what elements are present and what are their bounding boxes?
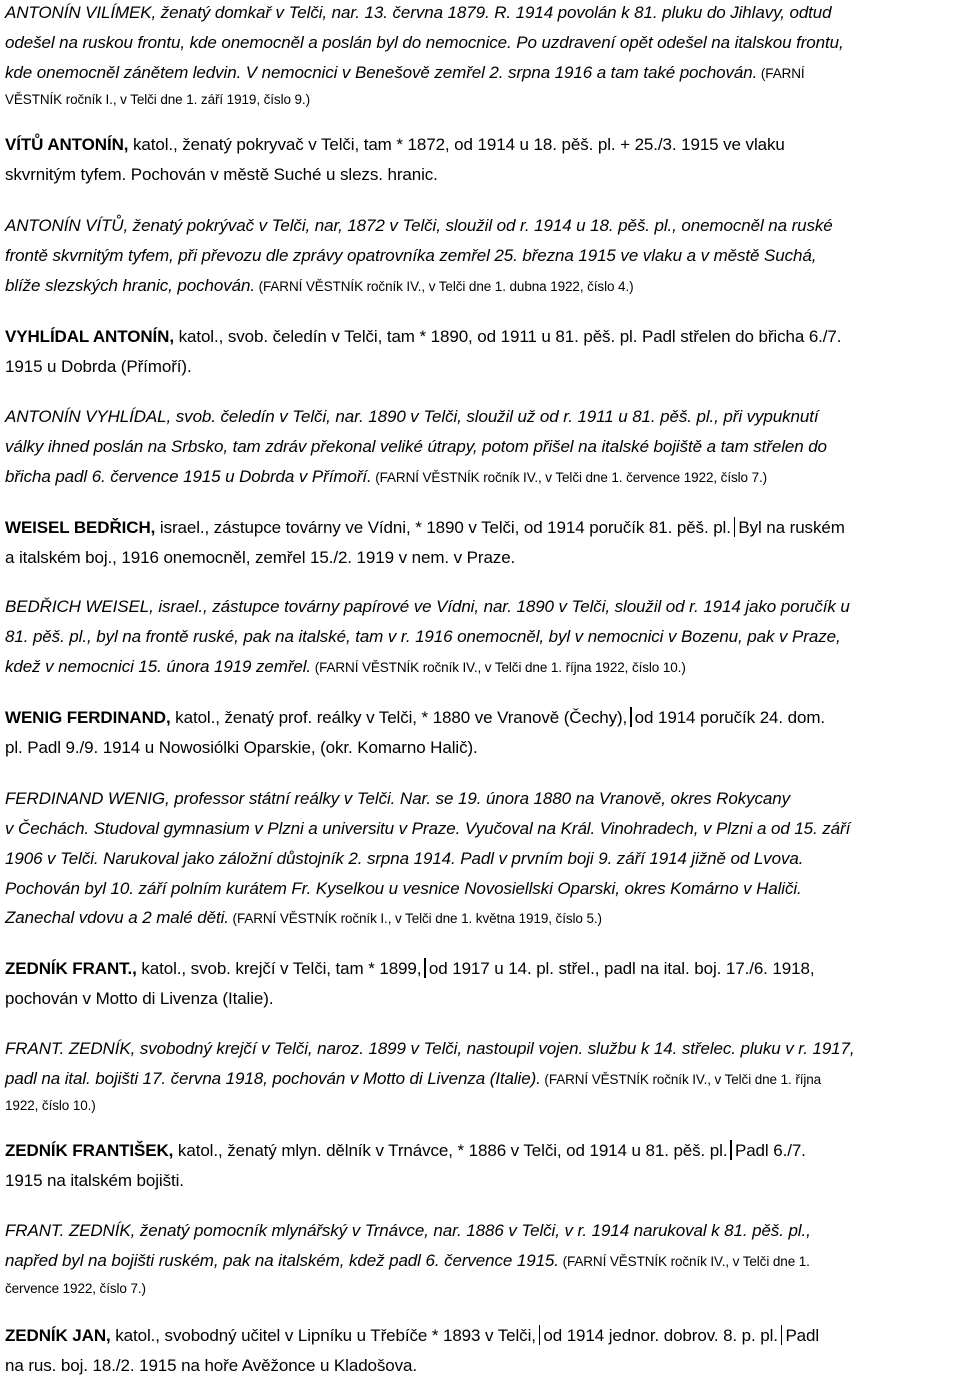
entry-line <box>5 62 805 85</box>
entry-text: katol., ženatý prof. reálky v Telči, * 1880 ve Vranově (Čechy), <box>170 708 628 727</box>
entry-line <box>5 1170 184 1192</box>
entry-line <box>5 818 850 840</box>
entry-line <box>5 1140 806 1162</box>
entry-text: katol., svobodný učitel v Lipníku u Třebíče * 1893 v Telči, <box>110 1326 536 1345</box>
entry-line <box>5 737 478 759</box>
entry-line <box>5 326 841 348</box>
italic-text: ANTONÍN VYHLÍDAL, svob. čeledín v Telči, nar. 1890 v Telči, sloužil už od r. 1911 u 81. pěš. pl., při vypuknutí <box>5 407 819 426</box>
entry-line <box>5 32 844 54</box>
italic-text: FRANT. ZEDNÍK, ženatý pomocník mlynářský v Trnávce, nar. 1886 v Telči, v r. 1914 narukoval k 81. pěš. pl., <box>5 1221 811 1240</box>
separator-bar <box>781 1325 783 1345</box>
italic-text: 81. pěš. pl., byl na frontě ruské, pak na italské, tam v r. 1916 onemocněl, byl v nemocnici v Bozenu, pak v Praze, <box>5 627 841 646</box>
entry-line <box>5 1277 146 1300</box>
separator-bar <box>734 517 736 537</box>
entry-line <box>5 275 634 298</box>
entry-line <box>5 1068 821 1091</box>
entry-line <box>5 907 602 930</box>
entry-name: WEISEL BEDŘICH, <box>5 518 156 537</box>
entry-text: od 1914 poručík 24. dom. <box>634 708 826 727</box>
entry-line <box>5 436 827 458</box>
italic-text: kde onemocněl zánětem ledvin. V nemocnici v Benešově zemřel 2. srpna 1916 a tam také pochován. <box>5 63 758 82</box>
italic-text: FERDINAND WENIG, professor státní reálky v Telči. Nar. se 19. února 1880 na Vranově, okres Rokycany <box>5 789 791 808</box>
entry-text: skvrnitým tyfem. Pochován v městě Suché u slezs. hranic. <box>5 165 438 184</box>
entry-name: ZEDNÍK JAN, <box>5 1326 111 1345</box>
entry-line <box>5 878 802 900</box>
entry-text: Padl 6./7. <box>734 1141 806 1160</box>
entry-line <box>5 215 833 237</box>
entry-line <box>5 1325 819 1347</box>
entry-line <box>5 1250 810 1273</box>
entry-name: VYHLÍDAL ANTONÍN, <box>5 327 174 346</box>
entry-name: ZEDNÍK FRANTIŠEK, <box>5 1141 174 1160</box>
italic-text: břicha padl 6. července 1915 u Dobrda v Přímoří. <box>5 467 372 486</box>
italic-text: BEDŘICH WEISEL, israel., zástupce továrny papírové ve Vídni, nar. 1890 v Telči, sloužil od r. 1914 jako poručík u <box>5 597 850 616</box>
entry-line <box>5 596 850 618</box>
entry-text: Padl <box>785 1326 820 1345</box>
italic-text: blíže slezských hranic, pochován. <box>5 276 255 295</box>
entry-line <box>5 1355 417 1377</box>
italic-text: v Čechách. Studoval gymnasium v Plzni a universitu v Praze. Vyučoval na Král. Vinohradech, v Plzni a od 15. září <box>5 819 851 838</box>
entry-text: katol., svob. čeledín v Telči, tam * 1890, od 1911 u 81. pěš. pl. Padl střelen do břicha 6./7. <box>173 327 842 346</box>
italic-text: padl na ital. bojišti 17. června 1918, pochován v Motto di Livenza (Italie). <box>5 1069 541 1088</box>
separator-bar <box>730 1140 732 1160</box>
entry-text: 1915 na italském bojišti. <box>5 1171 184 1190</box>
separator-bar <box>630 707 632 727</box>
source-citation: (FARNÍ VĚSTNÍK ročník IV., v Telči dne 1. října <box>540 1072 822 1087</box>
source-citation: (FARNÍ VĚSTNÍK ročník I., v Telči dne 1. května 1919, číslo 5.) <box>228 911 602 926</box>
source-citation: (FARNÍ VĚSTNÍK ročník IV., v Telči dne 1. <box>558 1254 810 1269</box>
italic-text: FRANT. ZEDNÍK, svobodný krejčí v Telči, naroz. 1899 v Telči, nastoupil vojen. službu k 14. střelec. pluku v r. 1917, <box>5 1039 855 1058</box>
source-citation: (FARNÍ VĚSTNÍK ročník IV., v Telči dne 1. července 1922, číslo 7.) <box>371 470 768 485</box>
separator-bar <box>424 958 426 978</box>
italic-text: 1906 v Telči. Narukoval jako záložní důstojník 2. srpna 1914. Padl v prvním boji 9. září 1914 jižně od Lvova. <box>5 849 804 868</box>
source-citation: (FARNÍ VĚSTNÍK ročník IV., v Telči dne 1. dubna 1922, číslo 4.) <box>254 279 634 294</box>
italic-text: napřed byl na bojišti ruském, pak na italském, kdež padl 6. července 1915. <box>5 1251 559 1270</box>
entry-line <box>5 134 785 156</box>
entry-line <box>5 164 438 186</box>
entry-line <box>5 2 832 24</box>
italic-text: války ihned poslán na Srbsko, tam zdráv překonal veliké útrapy, potom přišel na italské bojiště a tam střelen do <box>5 437 827 456</box>
entry-name: WENIG FERDINAND, <box>5 708 171 727</box>
entry-name: VÍTŮ ANTONÍN, <box>5 135 129 154</box>
italic-text: ANTONÍN VÍTŮ, ženatý pokrývač v Telči, nar, 1872 v Telči, sloužil od r. 1914 u 18. pěš. pl., onemocněl na ruské <box>5 216 833 235</box>
entry-line <box>5 788 790 810</box>
italic-text: Zanechal vdovu a 2 malé děti. <box>5 908 229 927</box>
source-citation: 1922, číslo 10.) <box>5 1098 96 1113</box>
entry-text: pochován v Motto di Livenza (Italie). <box>5 989 274 1008</box>
source-citation: (FARNÍ <box>757 66 805 81</box>
entry-text: od 1917 u 14. pl. střel., padl na ital. boj. 17./6. 1918, <box>428 959 815 978</box>
entry-text: na rus. boj. 18./2. 1915 na hoře Avěžonce u Kladošova. <box>5 1356 418 1375</box>
italic-text: kdež v nemocnici 15. února 1919 zemřel. <box>5 657 312 676</box>
entry-text: katol., ženatý mlyn. dělník v Trnávce, * 1886 v Telči, od 1914 u 81. pěš. pl. <box>173 1141 728 1160</box>
italic-text: Pochován byl 10. září polním kurátem Fr. Kyselkou u vesnice Novosiellski Oparski, okres Komárno v Haliči. <box>5 879 802 898</box>
source-citation: VĚSTNÍK ročník I., v Telči dne 1. září 1919, číslo 9.) <box>5 92 310 107</box>
entry-line <box>5 707 825 729</box>
entry-line <box>5 547 515 569</box>
entry-line <box>5 988 273 1010</box>
entry-line <box>5 626 841 648</box>
entry-line <box>5 466 767 489</box>
entry-line <box>5 517 845 539</box>
source-citation: července 1922, číslo 7.) <box>5 1281 146 1296</box>
entry-text: israel., zástupce továrny ve Vídni, * 1890 v Telči, od 1914 poručík 81. pěš. pl. <box>155 518 731 537</box>
entry-line <box>5 245 816 267</box>
italic-text: frontě skvrnitým tyfem, při převozu dle zprávy opatrovníka zemřel 25. března 1915 ve vlaku a v městě Suchá, <box>5 246 817 265</box>
italic-text: ANTONÍN VILÍMEK, ženatý domkař v Telči, nar. 13. června 1879. R. 1914 povolán k 81. pluku do Jihlavy, odtud <box>5 3 832 22</box>
entry-line <box>5 88 310 111</box>
entry-name: ZEDNÍK FRANT., <box>5 959 137 978</box>
entry-text: katol., ženatý pokryvač v Telči, tam * 1872, od 1914 u 18. pěš. pl. + 25./3. 1915 ve vlaku <box>128 135 785 154</box>
entry-line <box>5 1220 811 1242</box>
entry-line <box>5 1094 96 1117</box>
entry-line <box>5 958 814 980</box>
entry-text: od 1914 jednor. dobrov. 8. p. pl. <box>543 1326 778 1345</box>
source-citation: (FARNÍ VĚSTNÍK ročník IV., v Telči dne 1. října 1922, číslo 10.) <box>311 660 686 675</box>
entry-line <box>5 356 192 378</box>
entry-text: katol., svob. krejčí v Telči, tam * 1899, <box>136 959 422 978</box>
entry-text: Byl na ruském <box>738 518 845 537</box>
entry-line <box>5 656 686 679</box>
entry-line <box>5 406 819 428</box>
entry-text: a italském boj., 1916 onemocněl, zemřel 15./2. 1919 v nem. v Praze. <box>5 548 516 567</box>
entry-text: 1915 u Dobrda (Přímoří). <box>5 357 192 376</box>
italic-text: odešel na ruskou frontu, kde onemocněl a poslán byl do nemocnice. Po uzdravení opět odešel na italskou frontu, <box>5 33 844 52</box>
entry-line <box>5 848 803 870</box>
entry-text: pl. Padl 9./9. 1914 u Nowosiólki Oparskie, (okr. Komarno Halič). <box>5 738 478 757</box>
entry-line <box>5 1038 855 1060</box>
separator-bar <box>539 1325 541 1345</box>
